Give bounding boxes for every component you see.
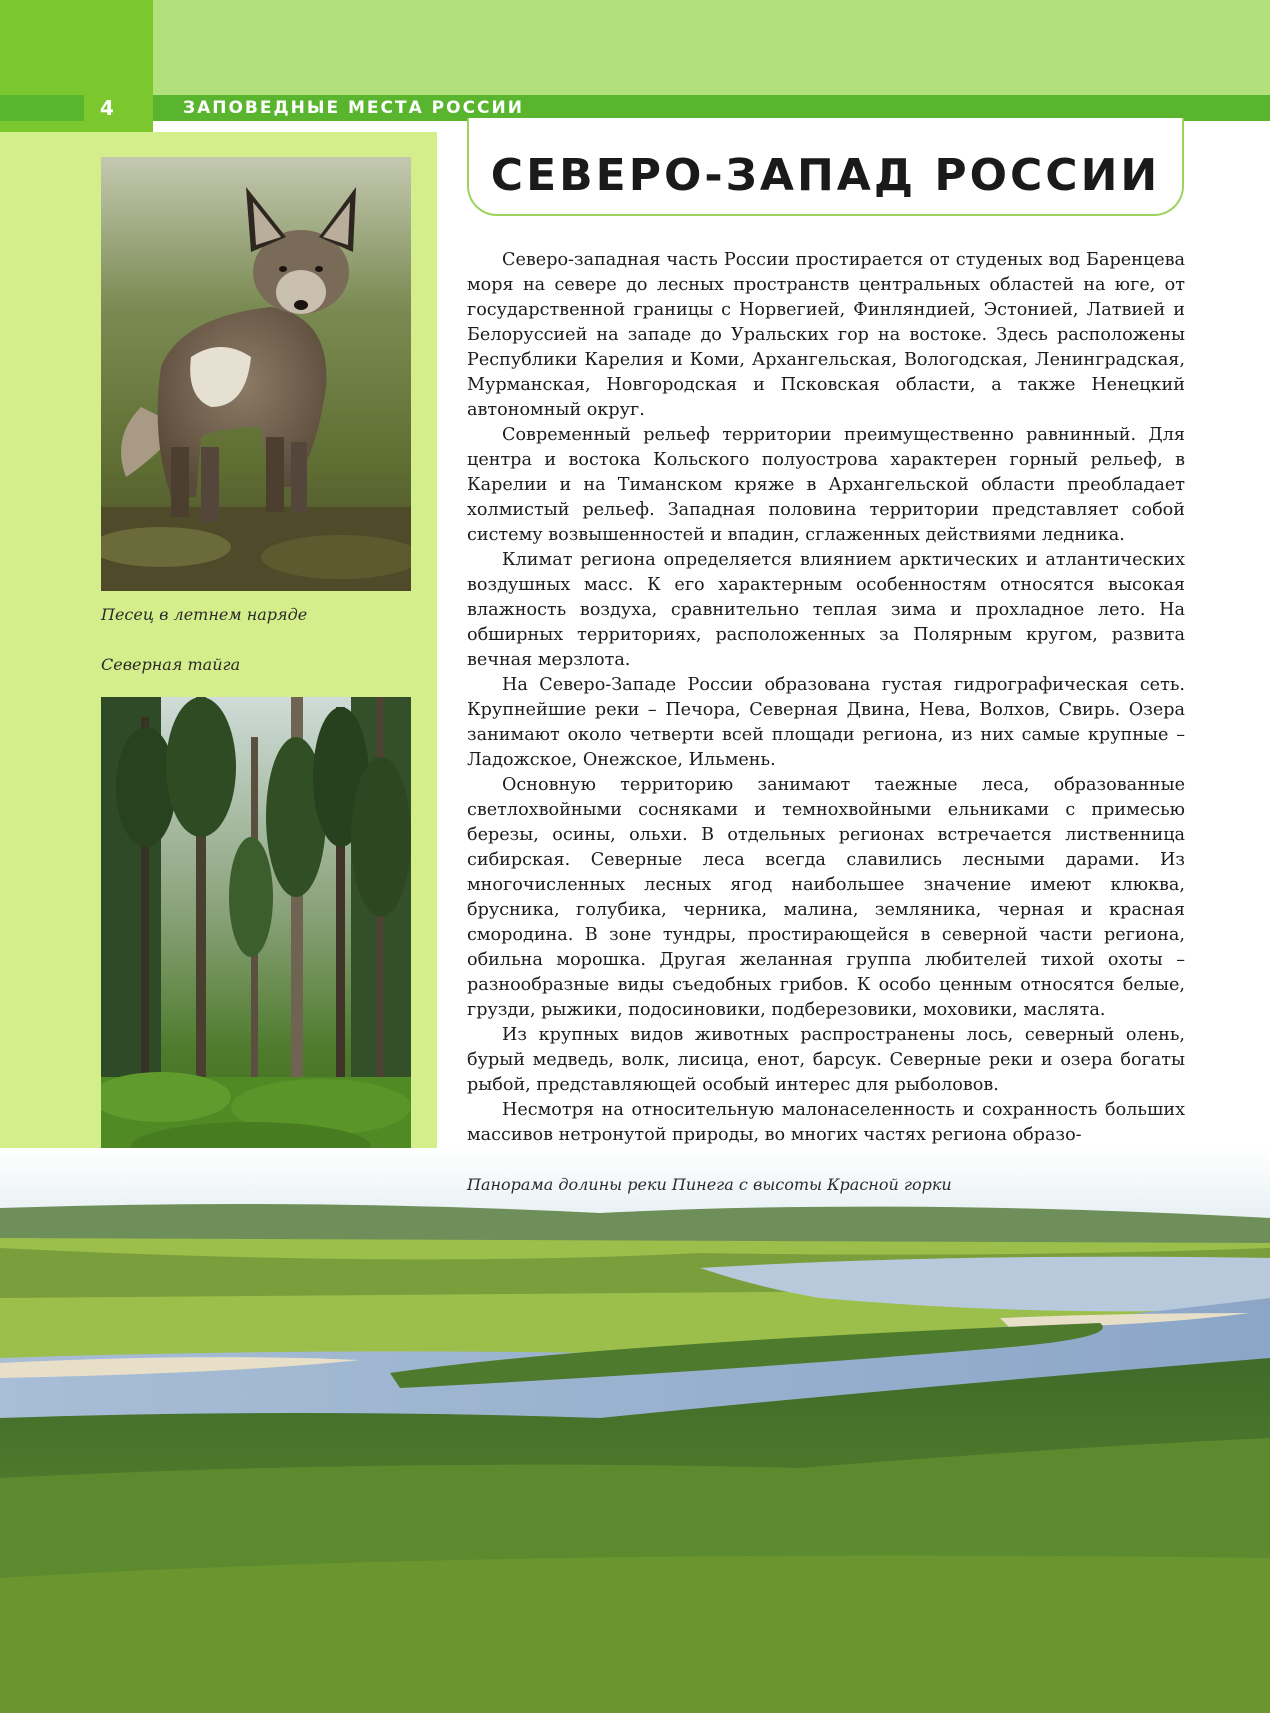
running-title: ЗАПОВЕДНЫЕ МЕСТА РОССИИ: [183, 98, 524, 118]
arctic-fox-photo: [101, 157, 411, 591]
panorama-caption: Панорама долины реки Пинега с высоты Красной горки: [467, 1175, 952, 1194]
paragraph-5: Основную территорию занимают таежные леса, образованные светлохвойными сосняками и темнохвойными ельниками с примесью березы, осины, ольхи. В отдельных регионах встречается лиственница сибирская. Северные леса всегда славились лесными дарами. Из многочисленных лесных ягод наибольшее значение имеют клюква, брусника, голубика, черника, малина, земляника, черная и красная смородина. В зоне тундры, простирающейся в северной части региона, обильна морошка. Другая желанная группа любителей тихой охоты – разнообразные виды съедобных грибов. К особо ценным относятся белые, грузди, рыжики, подосиновики, подберезовики, моховики, маслята.: [467, 775, 1185, 1020]
paragraph-2: Современный рельеф территории преимущественно равнинный. Для центра и востока Кольского полуострова характерен горный рельеф, в Карелии и на Тиманском кряже в Архангельской области преобладает холмистый рельеф. Западная половина территории представляет собой систему возвышенностей и впадин, сглаженных действиями ледника.: [467, 425, 1185, 545]
paragraph-6: Из крупных видов животных распространены лось, северный олень, бурый медведь, волк, лисица, енот, барсук. Северные реки и озера богаты рыбой, представляющей особый интерес для рыболовов.: [467, 1025, 1185, 1095]
pinega-valley-panorama-photo: [0, 1148, 1270, 1713]
paragraph-4: На Северо-Западе России образована густая гидрографическая сеть. Крупнейшие реки – Печора, Северная Двина, Нева, Волхов, Свирь. Озера занимают около четверти всей площади региона, из них самые крупные – Ладожское, Онежское, Ильмень.: [467, 675, 1185, 770]
paragraph-7: Несмотря на относительную малонаселенность и сохранность больших массивов нетронутой природы, во многих частях региона образо-: [467, 1100, 1185, 1145]
page-title: СЕВЕРО-ЗАПАД РОССИИ: [490, 150, 1161, 201]
page-number-box: [84, 95, 153, 121]
header-band: [0, 0, 1270, 95]
paragraph-1: Северо-западная часть России простирается от студеных вод Баренцева моря на севере до лесных пространств центральных областей на юге, от государственной границы с Норвегией, Финляндией, Эстонией, Латвией и Белоруссией на западе до Уральских гор на востоке. Здесь расположены Республики Карелия и Коми, Архангельская, Вологодская, Ленинградская, Мурманская, Новгородская и Псковская области, а также Ненецкий автономный округ.: [467, 250, 1185, 420]
paragraph-3: Климат региона определяется влиянием арктических и атлантических воздушных масс. К его характерным особенностям относятся высокая влажность воздуха, сравнительно теплая зима и прохладное лето. На обширных территориях, расположенных за Полярным кругом, развита вечная мерзлота.: [467, 550, 1185, 670]
fox-caption: Песец в летнем наряде: [101, 605, 308, 624]
northern-taiga-photo: [101, 697, 411, 1172]
page-number: 4: [100, 96, 114, 120]
taiga-caption: Северная тайга: [101, 655, 241, 674]
article-body: [467, 248, 1185, 1148]
